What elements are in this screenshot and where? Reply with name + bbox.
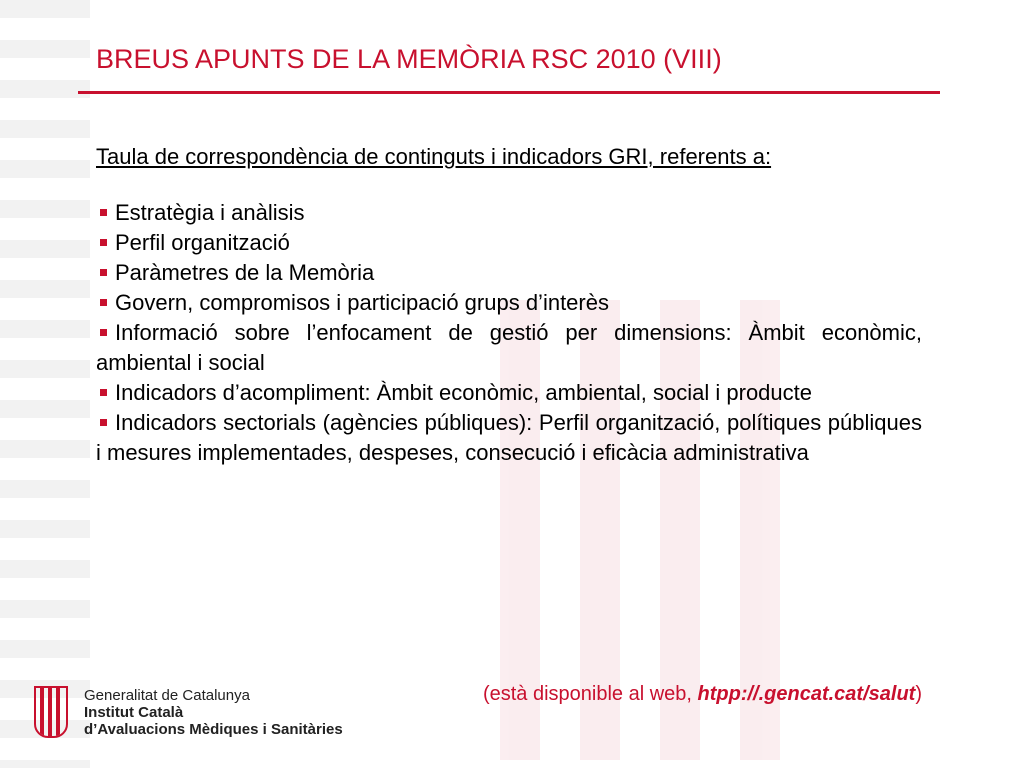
square-bullet-icon <box>100 239 107 246</box>
square-bullet-icon <box>100 419 107 426</box>
square-bullet-icon <box>100 209 107 216</box>
slide-title: BREUS APUNTS DE LA MEMÒRIA RSC 2010 (VIII) <box>96 44 722 74</box>
list-item: Paràmetres de la Memòria <box>96 258 922 288</box>
list-item: Indicadors sectorials (agències públiques): Perfil organització, polítiques públiques i mesures implementades, despeses, consecució i eficàcia administrativa <box>96 410 922 465</box>
list-item: Govern, compromisos i participació grups d’interès <box>96 288 922 318</box>
logo-line-3: d’Avaluacions Mèdiques i Sanitàries <box>84 721 343 738</box>
intro-text: Taula de correspondència de continguts i indicadors GRI, referents a: <box>96 144 772 169</box>
web-availability-note: (està disponible al web, htpp://.gencat.cat/salut) <box>482 683 922 705</box>
list-item: Estratègia i anàlisis <box>96 198 922 228</box>
watermark-left-pattern <box>0 0 90 768</box>
bullet-list <box>96 198 922 468</box>
title-divider <box>78 91 940 94</box>
list-item: Indicadors d’acompliment: Àmbit econòmic, ambiental, social i producte <box>96 378 922 408</box>
institution-logo <box>34 686 374 742</box>
square-bullet-icon <box>100 389 107 396</box>
web-link[interactable]: htpp://.gencat.cat/salut <box>697 683 916 705</box>
square-bullet-icon <box>100 299 107 306</box>
square-bullet-icon <box>100 269 107 276</box>
logo-line-1: Generalitat de Catalunya <box>84 687 250 704</box>
list-item: Informació sobre l’enfocament de gestió per dimensions: Àmbit econòmic, ambiental i social <box>96 320 922 375</box>
square-bullet-icon <box>100 329 107 336</box>
list-item: Perfil organització <box>96 228 922 258</box>
generalitat-emblem-icon <box>34 686 68 738</box>
slide-content <box>96 142 922 468</box>
logo-line-2: Institut Català <box>84 704 184 721</box>
